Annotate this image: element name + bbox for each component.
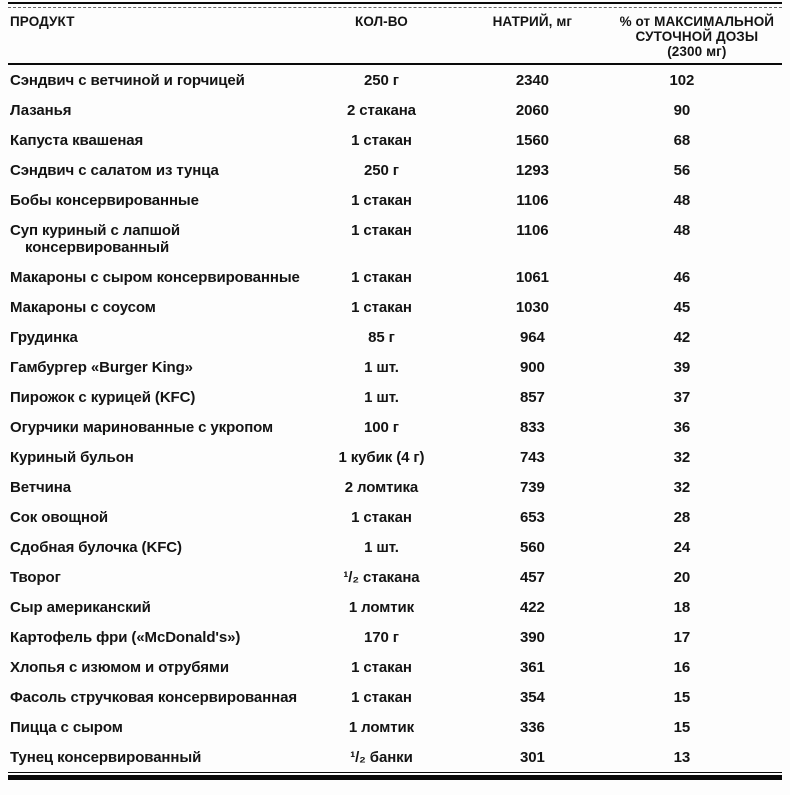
- percent-cell: 46: [673, 269, 691, 286]
- quantity-cell: 1 ломтик: [348, 719, 415, 736]
- table-row: [8, 95, 782, 125]
- product-cell: Пицца с сыром: [10, 719, 123, 736]
- quantity-cell: 1 стакан: [351, 132, 412, 149]
- quantity-cell: 1 стакан: [351, 299, 412, 316]
- sodium-cell: 964: [520, 329, 545, 346]
- percent-cell: 42: [673, 329, 691, 346]
- table-row: [8, 652, 782, 682]
- quantity-cell: 1 шт.: [364, 359, 399, 376]
- table-row: [8, 215, 782, 262]
- percent-cell: 20: [673, 569, 691, 586]
- percent-cell: 15: [673, 719, 691, 736]
- quantity-cell: ¹/₂ стакана: [343, 569, 420, 586]
- percent-cell: 48: [673, 222, 691, 239]
- product-cell: Куриный бульон: [10, 449, 134, 466]
- percent-cell: 16: [673, 659, 691, 676]
- quantity-cell: 2 ломтика: [344, 479, 419, 496]
- quantity-cell: 1 стакан: [351, 659, 412, 676]
- product-cell: Сыр американский: [10, 599, 151, 616]
- top-rule-solid: [8, 2, 782, 4]
- sodium-cell: 900: [520, 359, 545, 376]
- percent-cell: 18: [673, 599, 691, 616]
- table-row: [8, 125, 782, 155]
- table-row: [8, 472, 782, 502]
- percent-cell: 36: [673, 419, 691, 436]
- sodium-content-table: [8, 8, 782, 773]
- header-quantity: КОЛ-ВО: [310, 8, 453, 64]
- product-cell: Суп куриный с лапшой консервированный: [10, 222, 181, 256]
- sodium-cell: 739: [520, 479, 545, 496]
- quantity-cell: 1 кубик (4 г): [338, 449, 425, 466]
- percent-cell: 45: [673, 299, 691, 316]
- table-row: [8, 502, 782, 532]
- quantity-cell: 1 ломтик: [348, 599, 415, 616]
- product-cell: Пирожок с курицей (KFC): [10, 389, 196, 406]
- table-row: [8, 292, 782, 322]
- header-percent-line3: (2300 мг): [667, 44, 727, 59]
- table-row: [8, 532, 782, 562]
- percent-cell: 32: [673, 479, 691, 496]
- table-row: [8, 442, 782, 472]
- product-cell: Лазанья: [10, 102, 72, 119]
- sodium-cell: 1293: [515, 162, 549, 179]
- quantity-cell: 1 шт.: [364, 389, 399, 406]
- sodium-cell: 336: [520, 719, 545, 736]
- bottom-rule-thick: [8, 775, 782, 780]
- percent-cell: 32: [673, 449, 691, 466]
- sodium-cell: 1030: [515, 299, 549, 316]
- quantity-cell: 1 стакан: [351, 222, 412, 239]
- sodium-cell: 390: [520, 629, 545, 646]
- quantity-cell: 100 г: [363, 419, 399, 436]
- sodium-cell: 743: [520, 449, 545, 466]
- percent-cell: 56: [673, 162, 691, 179]
- quantity-cell: 250 г: [363, 162, 399, 179]
- percent-cell: 68: [673, 132, 691, 149]
- table-row: [8, 322, 782, 352]
- percent-cell: 24: [673, 539, 691, 556]
- sodium-cell: 457: [520, 569, 545, 586]
- table-row: [8, 412, 782, 442]
- product-cell: Фасоль стручковая консервированная: [10, 689, 297, 706]
- header-percent-line1: % от МАКСИМАЛЬНОЙ: [619, 14, 775, 29]
- product-cell: Грудинка: [10, 329, 78, 346]
- product-cell: Сэндвич с ветчиной и горчицей: [10, 72, 245, 89]
- sodium-cell: 422: [520, 599, 545, 616]
- product-cell: Сэндвич с салатом из тунца: [10, 162, 219, 179]
- quantity-cell: 1 шт.: [364, 539, 399, 556]
- table-header: [8, 8, 782, 64]
- percent-cell: 28: [673, 509, 691, 526]
- product-cell: Творог: [10, 569, 61, 586]
- sodium-cell: 1106: [516, 222, 549, 239]
- product-cell: Капуста квашеная: [10, 132, 144, 149]
- percent-cell: 15: [673, 689, 691, 706]
- product-cell: Сок овощной: [10, 509, 109, 526]
- percent-cell: 13: [673, 749, 691, 766]
- table-row: [8, 185, 782, 215]
- quantity-cell: 250 г: [363, 72, 399, 89]
- quantity-cell: 170 г: [363, 629, 399, 646]
- sodium-cell: 1106: [516, 192, 549, 209]
- table-row: [8, 64, 782, 95]
- table-row: [8, 682, 782, 712]
- sodium-cell: 301: [520, 749, 545, 766]
- table-row: [8, 622, 782, 652]
- percent-cell: 39: [673, 359, 691, 376]
- product-cell: Макароны с соусом: [10, 299, 156, 316]
- sodium-cell: 354: [520, 689, 545, 706]
- quantity-cell: ¹/₂ банки: [350, 749, 413, 766]
- sodium-cell: 361: [520, 659, 545, 676]
- header-product: ПРОДУКТ: [8, 8, 310, 64]
- table-row: [8, 155, 782, 185]
- quantity-cell: 2 стакана: [347, 102, 416, 119]
- product-cell: Тунец консервированный: [10, 749, 202, 766]
- percent-cell: 90: [673, 102, 691, 119]
- percent-cell: 48: [673, 192, 691, 209]
- product-cell: Сдобная булочка (KFC): [10, 539, 182, 556]
- quantity-cell: 1 стакан: [351, 509, 412, 526]
- percent-cell: 37: [673, 389, 691, 406]
- table-row: [8, 382, 782, 412]
- header-sodium: НАТРИЙ, мг: [453, 8, 612, 64]
- quantity-cell: 85 г: [368, 329, 395, 346]
- sodium-cell: 833: [520, 419, 545, 436]
- product-cell: Гамбургер «Burger King»: [10, 359, 193, 376]
- product-cell: Картофель фри («McDonald's»): [10, 629, 241, 646]
- sodium-cell: 1061: [515, 269, 549, 286]
- percent-cell: 102: [669, 72, 695, 89]
- sodium-cell: 1560: [515, 132, 549, 149]
- sodium-cell: 857: [520, 389, 545, 406]
- table-body: [8, 64, 782, 773]
- sodium-cell: 653: [520, 509, 545, 526]
- product-cell: Бобы консервированные: [10, 192, 199, 209]
- table-row: [8, 592, 782, 622]
- product-cell: Хлопья с изюмом и отрубями: [10, 659, 229, 676]
- table-row: [8, 742, 782, 773]
- quantity-cell: 1 стакан: [351, 269, 412, 286]
- table-row: [8, 562, 782, 592]
- table-row: [8, 352, 782, 382]
- table-row: [8, 262, 782, 292]
- header-percent-max-dose: [612, 8, 782, 64]
- percent-cell: 17: [673, 629, 691, 646]
- sodium-cell: 2340: [515, 72, 549, 89]
- quantity-cell: 1 стакан: [351, 192, 412, 209]
- product-cell: Макароны с сыром консервированные: [10, 269, 300, 286]
- sodium-cell: 2060: [515, 102, 549, 119]
- quantity-cell: 1 стакан: [351, 689, 412, 706]
- sodium-cell: 560: [520, 539, 545, 556]
- product-cell: Огурчики маринованные с укропом: [10, 419, 274, 436]
- table-row: [8, 712, 782, 742]
- header-percent-line2: СУТОЧНОЙ ДОЗЫ: [635, 29, 759, 44]
- product-cell: Ветчина: [10, 479, 71, 496]
